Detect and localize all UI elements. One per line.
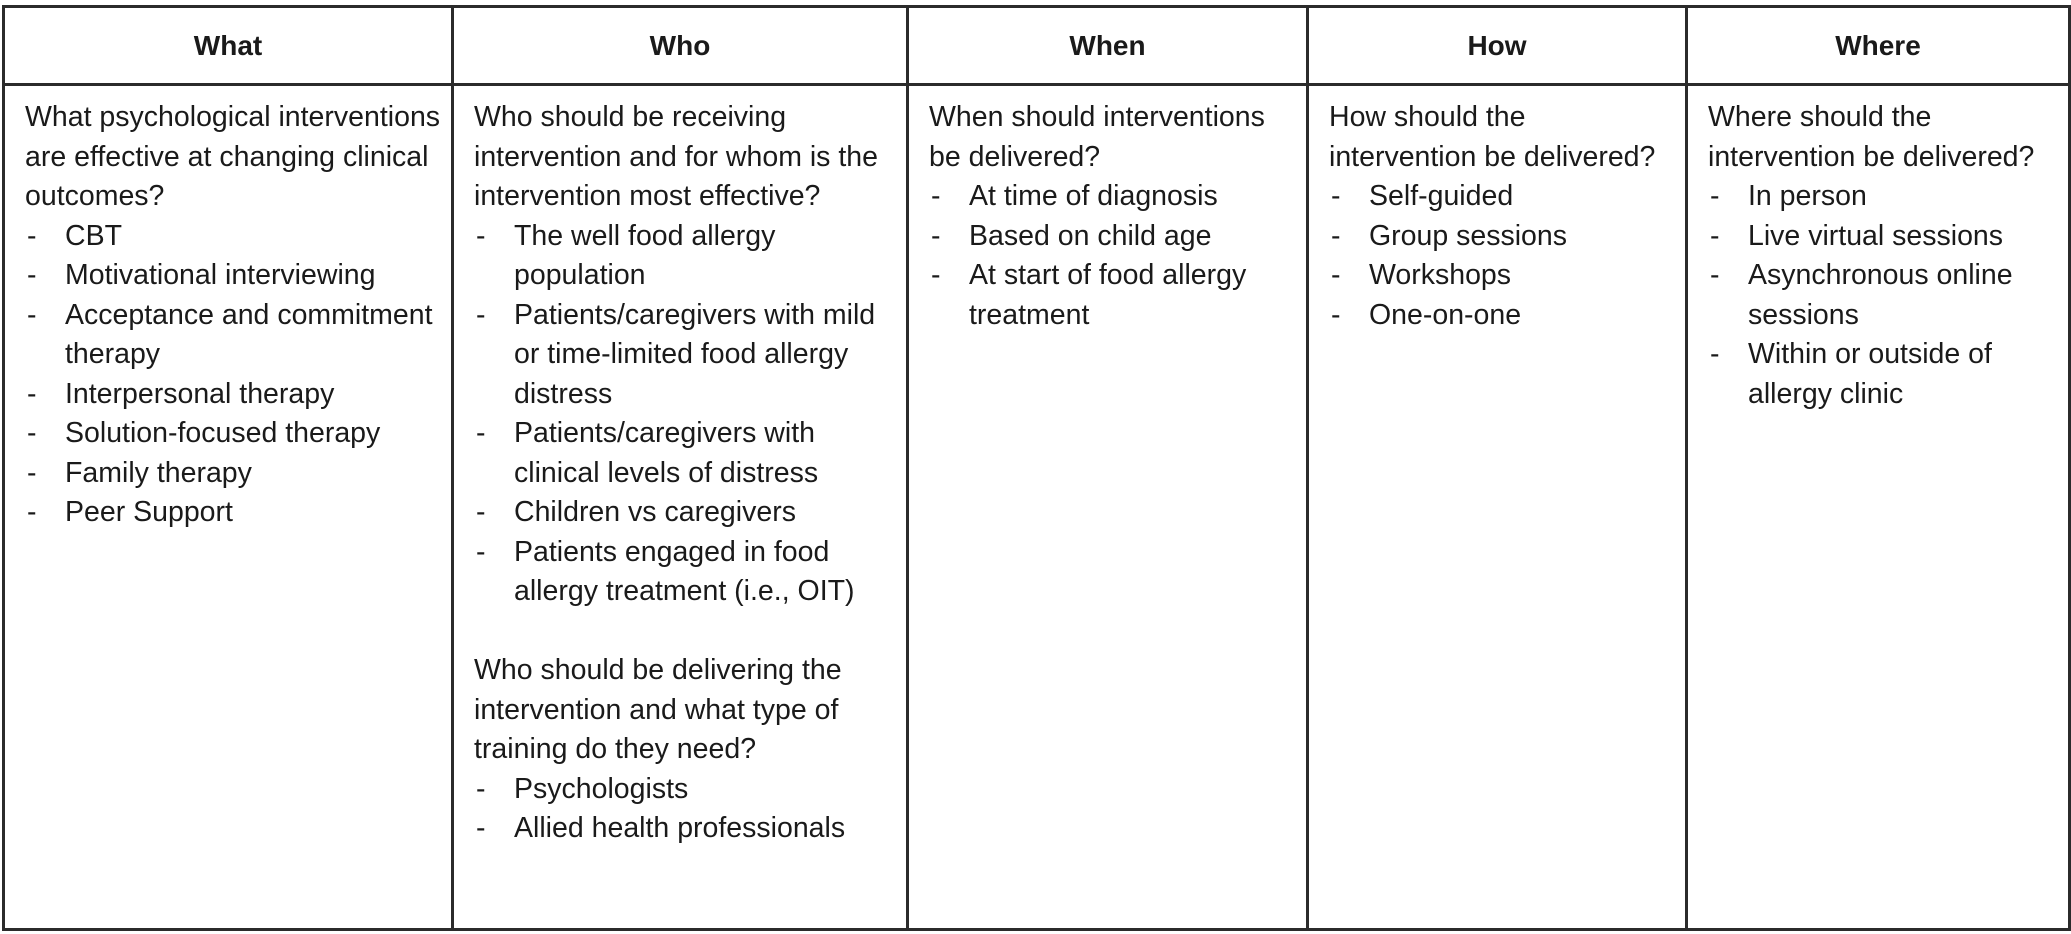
list-item: - The well food allergy population <box>474 217 896 296</box>
list-item: - Patients engaged in food allergy treatment (i.e., OIT) <box>474 533 896 612</box>
list-item: - Solution-focused therapy <box>25 414 441 454</box>
header-where: Where <box>1687 7 2070 85</box>
cell-how <box>1308 85 1687 930</box>
who-question-providers: Who should be delivering the intervention and what type of training do they need? <box>474 654 842 765</box>
intervention-framework-table <box>2 5 2071 931</box>
list-item: - Self-guided <box>1329 177 1675 217</box>
list-item: - Family therapy <box>25 454 441 494</box>
list-item: - Within or outside of allergy clinic <box>1708 335 2058 414</box>
cell-what <box>4 85 453 930</box>
list-item: - Motivational interviewing <box>25 256 441 296</box>
header-how: How <box>1308 7 1687 85</box>
cell-who <box>453 85 908 930</box>
where-question: Where should the intervention be delivered? <box>1708 101 2035 173</box>
list-item: - Psychologists <box>474 770 896 810</box>
what-list <box>25 217 441 533</box>
what-question: What psychological interventions are effective at changing clinical outcomes? <box>25 101 441 212</box>
list-item: - Acceptance and commitment therapy <box>25 296 441 375</box>
list-item: - At start of food allergy treatment <box>929 256 1296 335</box>
cell-where <box>1687 85 2070 930</box>
header-when: When <box>908 7 1308 85</box>
who-providers-list <box>474 770 896 849</box>
list-item: - Patients/caregivers with mild or time-limited food allergy distress <box>474 296 896 415</box>
spacer <box>474 612 896 652</box>
list-item: - Live virtual sessions <box>1708 217 2058 257</box>
list-item: - Workshops <box>1329 256 1675 296</box>
header-what: What <box>4 7 453 85</box>
list-item: - Peer Support <box>25 493 441 533</box>
list-item: - CBT <box>25 217 441 257</box>
list-item: - In person <box>1708 177 2058 217</box>
list-item: - Interpersonal therapy <box>25 375 441 415</box>
list-item: - One-on-one <box>1329 296 1675 336</box>
list-item: - Children vs caregivers <box>474 493 896 533</box>
how-list <box>1329 177 1675 335</box>
list-item: - Asynchronous online sessions <box>1708 256 2058 335</box>
when-list <box>929 177 1296 335</box>
header-who: Who <box>453 7 908 85</box>
list-item: - At time of diagnosis <box>929 177 1296 217</box>
content-row <box>4 85 2070 930</box>
list-item: - Group sessions <box>1329 217 1675 257</box>
where-list <box>1708 177 2058 414</box>
who-question-recipients: Who should be receiving intervention and for whom is the intervention most effective? <box>474 101 878 212</box>
cell-when <box>908 85 1308 930</box>
list-item: - Based on child age <box>929 217 1296 257</box>
list-item: - Allied health professionals <box>474 809 896 849</box>
who-recipients-list <box>474 217 896 612</box>
header-row <box>4 7 2070 85</box>
how-question: How should the intervention be delivered? <box>1329 101 1656 173</box>
list-item: - Patients/caregivers with clinical levels of distress <box>474 414 896 493</box>
when-question: When should interventions be delivered? <box>929 101 1265 173</box>
